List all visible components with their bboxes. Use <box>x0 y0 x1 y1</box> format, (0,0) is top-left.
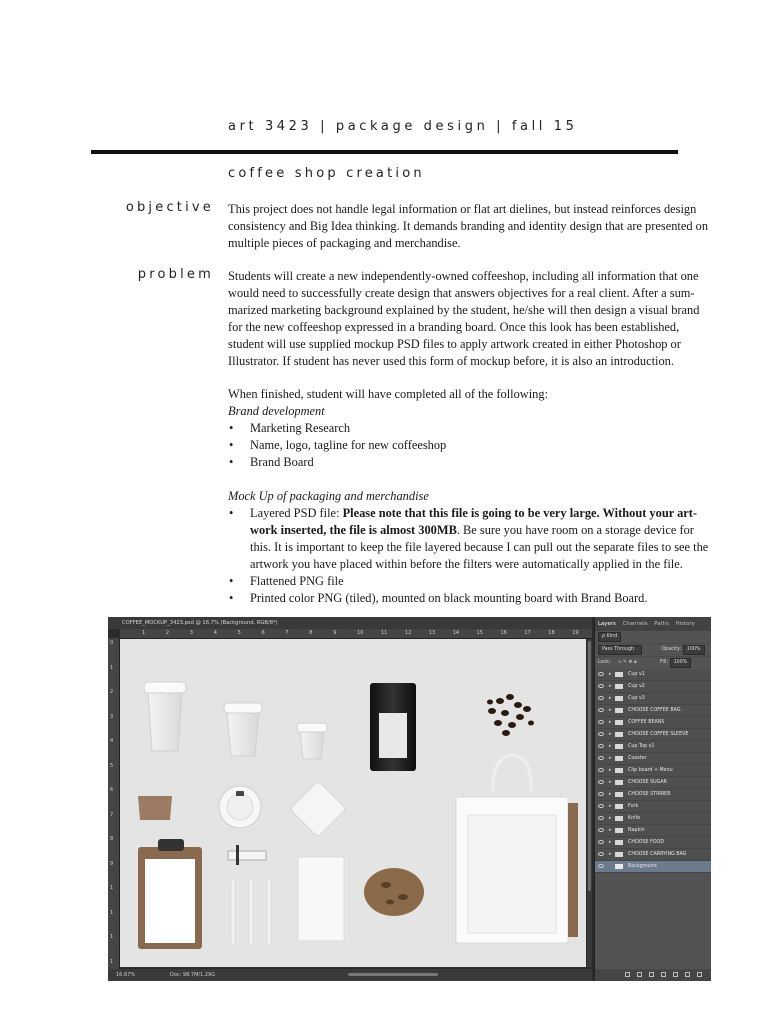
eye-icon[interactable] <box>598 840 604 844</box>
folder-icon <box>615 768 623 773</box>
finished-intro: When finished, student will have completed all of the following: <box>228 387 549 401</box>
psd-bold-note: Please note that this file is going to be very large. Without your art-work inserted, the file is almost 300MB <box>250 506 698 537</box>
ruler-tick-label: 4 <box>213 630 217 636</box>
clipboard <box>138 839 202 949</box>
cup-medium <box>224 703 262 756</box>
layer-row[interactable] <box>595 693 711 705</box>
eye-icon[interactable] <box>598 720 604 724</box>
expand-arrow-icon[interactable]: ▸ <box>609 851 612 857</box>
layer-row[interactable] <box>595 789 711 801</box>
folder-icon <box>615 804 623 809</box>
layer-row[interactable] <box>595 705 711 717</box>
expand-arrow-icon[interactable]: ▸ <box>609 839 612 845</box>
ruler-tick-label: 9 <box>110 860 114 867</box>
panel-tabs <box>595 617 711 631</box>
list-item: • Name, logo, tagline for new coffeeshop <box>228 437 712 454</box>
ruler-tick-label: 0 <box>110 640 114 646</box>
eye-icon[interactable] <box>598 708 604 712</box>
tab-history[interactable]: History <box>675 621 695 627</box>
eye-icon[interactable] <box>598 804 604 808</box>
objective-label: objective <box>125 200 214 215</box>
brand-dev-heading: Brand development <box>228 404 325 418</box>
zoom-readout[interactable]: 16.67% <box>116 972 136 978</box>
folder-icon <box>615 744 623 749</box>
layer-row[interactable] <box>595 837 711 849</box>
opacity-value[interactable]: 100% <box>683 645 705 655</box>
eye-icon[interactable] <box>598 780 604 784</box>
layer-name: Cup Top v1 <box>628 744 655 749</box>
mockup-list <box>228 505 712 607</box>
coffee-bag <box>370 683 416 771</box>
ruler-tick-label: 6 <box>261 630 265 636</box>
eye-icon[interactable] <box>598 828 604 832</box>
objective-paragraph: This project does not handle legal information or flat art dielines, but instead reinforces design consistency and Big Idea thinking. It demands branding and identity design that are presented on multiple pieces of packaging and merchandise. <box>228 202 709 250</box>
ruler-tick-label: 2 <box>110 689 114 695</box>
layer-row[interactable] <box>595 813 711 825</box>
ruler-tick-label: 2 <box>165 630 170 636</box>
eye-icon[interactable] <box>598 852 604 856</box>
ruler-tick-label: 8 <box>110 836 114 842</box>
stirrer <box>236 845 239 865</box>
layer-thumbnail <box>615 864 623 869</box>
lock-icons[interactable]: ▫ ✎ ✥ 🔒︎ <box>618 660 637 665</box>
eye-icon[interactable] <box>598 744 604 748</box>
layer-row[interactable] <box>595 669 711 681</box>
ruler-tick-label: 4 <box>110 738 114 744</box>
ruler-tick-label: 7 <box>285 630 289 636</box>
ruler-tick-label: 1 <box>110 885 114 891</box>
layer-row[interactable] <box>595 681 711 693</box>
doc-size: Doc: 98.7M/1.29G <box>170 972 216 978</box>
folder-icon <box>615 720 623 725</box>
folder-icon <box>615 756 623 761</box>
problem-paragraph: Students will create a new independently-owned coffeeshop, including all information that one would need to successfully create design that answers objectives for a real client. After a sum-marized marketing background explained by the student, he/she will then design a visual brand for the new coffeeshop expressed in a branding board. Once this look has been established, student will use supplied mockup PSD files to apply artwork created in either Photoshop or Illustrator. If student has never used this form of mockup before, it is also an introduction. <box>228 269 700 368</box>
mockup-artwork <box>120 639 586 967</box>
blend-row <box>595 644 711 657</box>
expand-arrow-icon[interactable]: ▸ <box>609 683 612 689</box>
photoshop-screenshot <box>108 617 711 981</box>
layer-list <box>595 669 711 873</box>
layer-name: Coaster <box>628 756 647 761</box>
course-header: art 3423 | package design | fall 15 <box>228 119 578 134</box>
fill-value[interactable]: 100% <box>670 658 692 668</box>
folder-icon <box>615 780 623 785</box>
cup-sleeve <box>138 796 172 820</box>
brand-dev-list <box>228 420 712 471</box>
layer-name: Cup v1 <box>628 672 645 677</box>
ruler-tick-label: 3 <box>189 630 193 636</box>
psd-prefix: Layered PSD file: <box>250 506 343 520</box>
cup-large <box>144 682 186 751</box>
filter-row <box>595 631 711 644</box>
folder-icon <box>615 828 623 833</box>
ruler-tick-label: 16 <box>500 630 507 636</box>
objective-text <box>228 201 712 252</box>
ruler-tick-label: 9 <box>333 630 337 636</box>
expand-arrow-icon[interactable]: ▸ <box>609 743 612 749</box>
layer-name: Fork <box>628 804 639 809</box>
project-title: coffee shop creation <box>228 166 425 181</box>
cutlery <box>231 879 271 945</box>
folder-icon <box>615 708 623 713</box>
expand-arrow-icon[interactable]: ▸ <box>609 719 612 725</box>
layer-name: CHOOSE COFFEE SLEEVE <box>628 732 689 737</box>
new-layer-icon[interactable] <box>685 972 690 977</box>
panel-bottom-bar <box>595 969 711 981</box>
layer-name: CHOOSE FOOD <box>628 840 665 845</box>
folder-icon <box>615 816 623 821</box>
cookie <box>364 868 424 916</box>
expand-arrow-icon[interactable]: ▸ <box>609 695 612 701</box>
layer-name: CHOOSE COFFEE BAG <box>628 708 681 713</box>
trash-icon[interactable] <box>697 972 702 977</box>
layer-name: CHOOSE SUGAR <box>628 780 667 785</box>
opacity-label: Opacity: <box>661 647 682 652</box>
tab-paths[interactable]: Paths <box>654 621 669 627</box>
folder-icon <box>615 672 623 677</box>
adjustment-icon[interactable] <box>661 972 666 977</box>
layer-row[interactable] <box>595 717 711 729</box>
eye-icon[interactable] <box>598 768 604 772</box>
requirements <box>228 386 712 607</box>
expand-arrow-icon[interactable]: ▸ <box>609 755 612 761</box>
ruler-left <box>108 638 120 971</box>
ruler-tick-label: 7 <box>110 811 114 818</box>
psd-rest: . Be sure you have room on a storage device for this. It is important to keep the file layered because I can pull out the separate files to see the artwork you have placed within before the filters were automatically applied in the file. <box>250 523 709 571</box>
ruler-tick-label: 12 <box>404 630 412 636</box>
layer-row[interactable] <box>595 825 711 837</box>
ruler-top <box>120 629 592 639</box>
ruler-tick-label: 1 <box>110 934 114 940</box>
list-item <box>228 505 712 573</box>
expand-arrow-icon[interactable]: ▸ <box>609 827 612 833</box>
ruler-tick-label: 3 <box>110 713 114 720</box>
list-item: • Flattened PNG file <box>228 573 712 590</box>
layer-name: Cup v2 <box>628 684 645 689</box>
header-rule <box>91 150 678 154</box>
layer-name: CHOOSE STIRRER <box>628 792 671 797</box>
list-item: • Printed color PNG (tiled), mounted on black mounting board with Brand Board. <box>228 590 712 607</box>
folder-icon <box>615 792 623 797</box>
lock-label: Lock: <box>598 660 611 665</box>
folder-icon <box>615 732 623 737</box>
ruler-tick-label: 5 <box>237 630 241 636</box>
ruler-tick-label: 15 <box>476 630 483 636</box>
layer-row[interactable] <box>595 741 711 753</box>
expand-arrow-icon[interactable]: ▸ <box>609 671 612 677</box>
ruler-tick-label: 1 <box>110 909 114 916</box>
ruler-tick-label: 5 <box>110 762 114 769</box>
coaster <box>290 781 347 838</box>
tab-channels[interactable]: Channels <box>622 621 648 627</box>
ruler-tick-label: 10 <box>357 630 364 636</box>
ruler-tick-label: 13 <box>428 630 436 636</box>
layer-row[interactable] <box>595 753 711 765</box>
horizontal-scrollbar[interactable] <box>348 973 438 976</box>
layer-row[interactable] <box>595 729 711 741</box>
ruler-tick-label: 6 <box>110 787 114 793</box>
folder-icon <box>615 696 623 701</box>
expand-arrow-icon[interactable]: ▸ <box>609 767 612 773</box>
folder-icon <box>615 852 623 857</box>
eye-icon[interactable] <box>598 672 604 676</box>
ruler-tick-label: 1 <box>110 664 114 671</box>
layer-name: Clip board + Menu <box>628 768 673 773</box>
coffee-beans <box>487 694 534 736</box>
status-bar <box>108 969 592 981</box>
eye-icon[interactable] <box>598 864 604 868</box>
folder-icon <box>615 684 623 689</box>
expand-arrow-icon[interactable]: ▸ <box>609 779 612 785</box>
layer-name: Napkin <box>628 828 645 833</box>
expand-arrow-icon[interactable]: ▸ <box>609 707 612 713</box>
cup-small <box>297 723 327 759</box>
layer-name: Cup v3 <box>628 696 645 701</box>
ruler-tick-label: 19 <box>572 630 579 636</box>
mask-icon[interactable] <box>649 972 654 977</box>
blend-mode-select[interactable]: Pass Through <box>598 645 642 655</box>
expand-arrow-icon[interactable]: ▸ <box>609 731 612 737</box>
ruler-tick-label: 11 <box>381 630 388 636</box>
carrying-bag <box>456 755 578 943</box>
eye-icon[interactable] <box>598 684 604 688</box>
expand-arrow-icon[interactable]: ▸ <box>609 791 612 797</box>
fill-label: Fill: <box>660 660 669 665</box>
canvas[interactable] <box>120 639 586 967</box>
problem-label: problem <box>137 267 214 282</box>
eye-icon[interactable] <box>598 756 604 760</box>
new-group-icon[interactable] <box>673 972 678 977</box>
ruler-tick-label: 1 <box>142 630 146 636</box>
eye-icon[interactable] <box>598 732 604 736</box>
list-item: • Brand Board <box>228 454 712 471</box>
ruler-tick-label: 8 <box>309 630 313 636</box>
layer-name: Knife <box>628 816 641 821</box>
eye-icon[interactable] <box>598 696 604 700</box>
folder-icon <box>615 840 623 845</box>
eye-icon[interactable] <box>598 816 604 820</box>
expand-arrow-icon[interactable]: ▸ <box>609 815 612 821</box>
list-item: • Marketing Research <box>228 420 712 437</box>
layer-row[interactable] <box>595 849 711 861</box>
layer-name: COFFEE BEANS <box>628 720 665 725</box>
problem-text <box>228 268 712 370</box>
ruler-tick-label: 1 <box>110 958 114 965</box>
layer-row[interactable] <box>595 765 711 777</box>
ruler-tick-label: 14 <box>452 630 460 636</box>
layers-panel <box>594 617 711 981</box>
cup-lid <box>219 786 261 828</box>
sugar-packet <box>228 851 266 860</box>
tab-layers[interactable]: Layers <box>598 621 616 627</box>
fx-icon[interactable] <box>637 972 642 977</box>
kind-filter[interactable]: ρ Kind <box>598 632 621 642</box>
layer-name: CHOOSE CARRYING BAG <box>628 852 687 857</box>
vertical-scrollbar[interactable] <box>587 639 592 967</box>
ruler-tick-label: 18 <box>548 630 555 636</box>
ruler-tick-label: 17 <box>524 630 531 636</box>
napkin <box>298 857 344 941</box>
layer-row[interactable] <box>595 801 711 813</box>
link-icon[interactable] <box>625 972 630 977</box>
expand-arrow-icon[interactable]: ▸ <box>609 803 612 809</box>
document-tab[interactable]: COFFEE_MOCKUP_3423.psd @ 16.7% (Background, RGB/8*) <box>108 617 592 629</box>
layer-row[interactable] <box>595 777 711 789</box>
mockup-heading: Mock Up of packaging and merchandise <box>228 489 429 503</box>
layer-name: Background <box>628 864 657 869</box>
layer-row[interactable] <box>595 861 711 873</box>
eye-icon[interactable] <box>598 792 604 796</box>
